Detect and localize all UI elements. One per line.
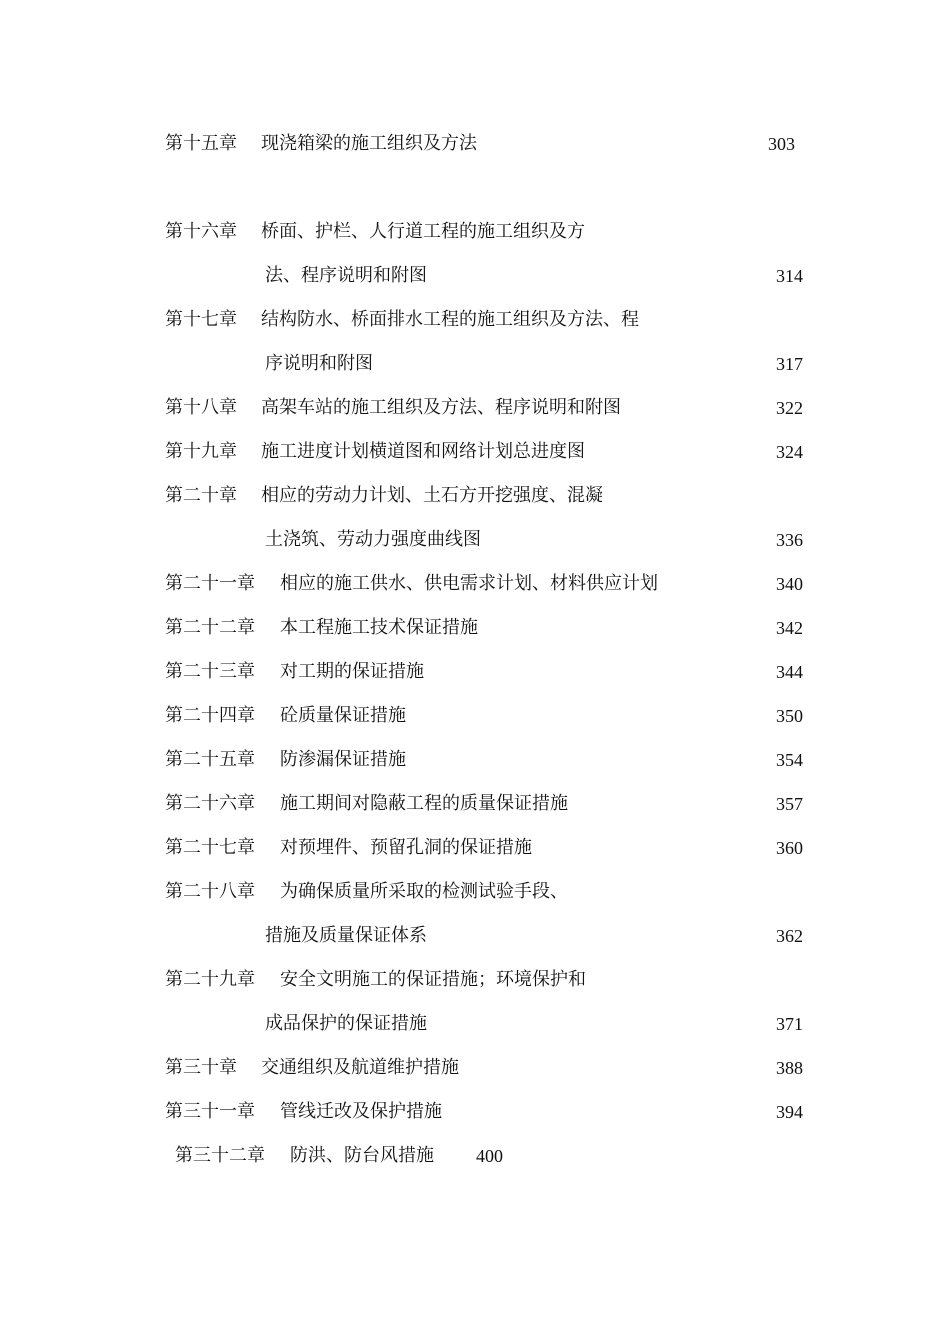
- toc-entry-25: [0, 749, 805, 771]
- toc-entry-15: [165, 133, 805, 155]
- chapter-title: 桥面、护栏、人行道工程的施工组织及方: [261, 221, 585, 242]
- chapter-title: 相应的劳动力计划、土石方开挖强度、混凝: [261, 485, 603, 506]
- chapter-number: 第二十五章: [165, 749, 255, 770]
- chapter-title-continuation: 土浇筑、劳动力强度曲线图: [265, 529, 481, 550]
- page-number: 360: [776, 838, 803, 858]
- chapter-number: 第十八章: [165, 397, 237, 418]
- toc-entry-17: [165, 309, 805, 331]
- chapter-title: 施工期间对隐蔽工程的质量保证措施: [280, 793, 568, 814]
- chapter-title: 现浇箱梁的施工组织及方法: [261, 133, 477, 154]
- chapter-title: 对工期的保证措施: [280, 661, 424, 682]
- toc-entry-21: [0, 573, 805, 595]
- chapter-title-continuation: 成品保护的保证措施: [265, 1013, 427, 1034]
- chapter-number: 第二十三章: [165, 661, 255, 682]
- toc-entry-32: [0, 1145, 805, 1167]
- page-number: 357: [776, 794, 803, 814]
- toc-entry-26: [0, 793, 805, 815]
- chapter-title: 交通组织及航道维护措施: [261, 1057, 459, 1078]
- toc-entry-20-cont: [0, 529, 805, 551]
- toc-entry-17-cont: [0, 353, 805, 375]
- chapter-title: 安全文明施工的保证措施；环境保护和: [280, 969, 586, 990]
- chapter-title-continuation: 措施及质量保证体系: [265, 925, 427, 946]
- page-number: 340: [776, 574, 803, 594]
- page-number: 344: [776, 662, 803, 682]
- chapter-title: 防洪、防台风措施: [290, 1145, 434, 1166]
- page-number: 394: [776, 1102, 803, 1122]
- toc-entry-23: [0, 661, 805, 683]
- chapter-title: 管线迁改及保护措施: [280, 1101, 442, 1122]
- page-number: 354: [776, 750, 803, 770]
- page-number: 322: [776, 398, 803, 418]
- chapter-number: 第三十章: [165, 1057, 237, 1078]
- chapter-title: 施工进度计划横道图和网络计划总进度图: [261, 441, 585, 462]
- chapter-title: 对预埋件、预留孔洞的保证措施: [280, 837, 532, 858]
- chapter-number: 第二十七章: [165, 837, 255, 858]
- chapter-number: 第十五章: [165, 133, 237, 154]
- toc-entry-16-cont: [0, 265, 805, 287]
- chapter-number: 第二十一章: [165, 573, 255, 594]
- chapter-number: 第二十四章: [165, 705, 255, 726]
- chapter-number: 第三十二章: [175, 1145, 265, 1166]
- chapter-title: 结构防水、桥面排水工程的施工组织及方法、程: [261, 309, 639, 330]
- chapter-title: 防渗漏保证措施: [280, 749, 406, 770]
- chapter-title: 相应的施工供水、供电需求计划、材料供应计划: [280, 573, 658, 594]
- page-number: 324: [776, 442, 803, 462]
- page-number: 388: [776, 1058, 803, 1078]
- page-number: 400: [476, 1146, 503, 1166]
- page-number: 371: [776, 1014, 803, 1034]
- chapter-title: 高架车站的施工组织及方法、程序说明和附图: [261, 397, 621, 418]
- chapter-number: 第二十六章: [165, 793, 255, 814]
- toc-entry-16: [165, 221, 805, 243]
- page-number: 342: [776, 618, 803, 638]
- chapter-title: 本工程施工技术保证措施: [280, 617, 478, 638]
- chapter-number: 第十七章: [165, 309, 237, 330]
- page-number: 350: [776, 706, 803, 726]
- toc-entry-28-cont: [0, 925, 805, 947]
- chapter-number: 第十六章: [165, 221, 237, 242]
- chapter-number: 第二十章: [165, 485, 237, 506]
- toc-entry-27: [0, 837, 805, 859]
- page-number: 362: [776, 926, 803, 946]
- page-number: 303: [768, 134, 795, 154]
- toc-entry-22: [0, 617, 805, 639]
- toc-entry-24: [0, 705, 805, 727]
- page-number: 314: [776, 266, 803, 286]
- toc-entry-18: [0, 397, 805, 419]
- toc-entry-30: [0, 1057, 805, 1079]
- chapter-number: 第十九章: [165, 441, 237, 462]
- chapter-title: 为确保质量所采取的检测试验手段、: [280, 881, 568, 902]
- toc-entry-20: [0, 485, 805, 507]
- chapter-number: 第三十一章: [165, 1101, 255, 1122]
- chapter-title-continuation: 序说明和附图: [265, 353, 373, 374]
- page-number: 317: [776, 354, 803, 374]
- toc-entry-29-cont: [0, 1013, 805, 1035]
- chapter-number: 第二十二章: [165, 617, 255, 638]
- chapter-number: 第二十九章: [165, 969, 255, 990]
- page-number: 336: [776, 530, 803, 550]
- toc-entry-31: [0, 1101, 805, 1123]
- toc-entry-28: [0, 881, 805, 903]
- chapter-title: 砼质量保证措施: [280, 705, 406, 726]
- chapter-title-continuation: 法、程序说明和附图: [265, 265, 427, 286]
- toc-entry-29: [0, 969, 805, 991]
- chapter-number: 第二十八章: [165, 881, 255, 902]
- toc-entry-19: [0, 441, 805, 463]
